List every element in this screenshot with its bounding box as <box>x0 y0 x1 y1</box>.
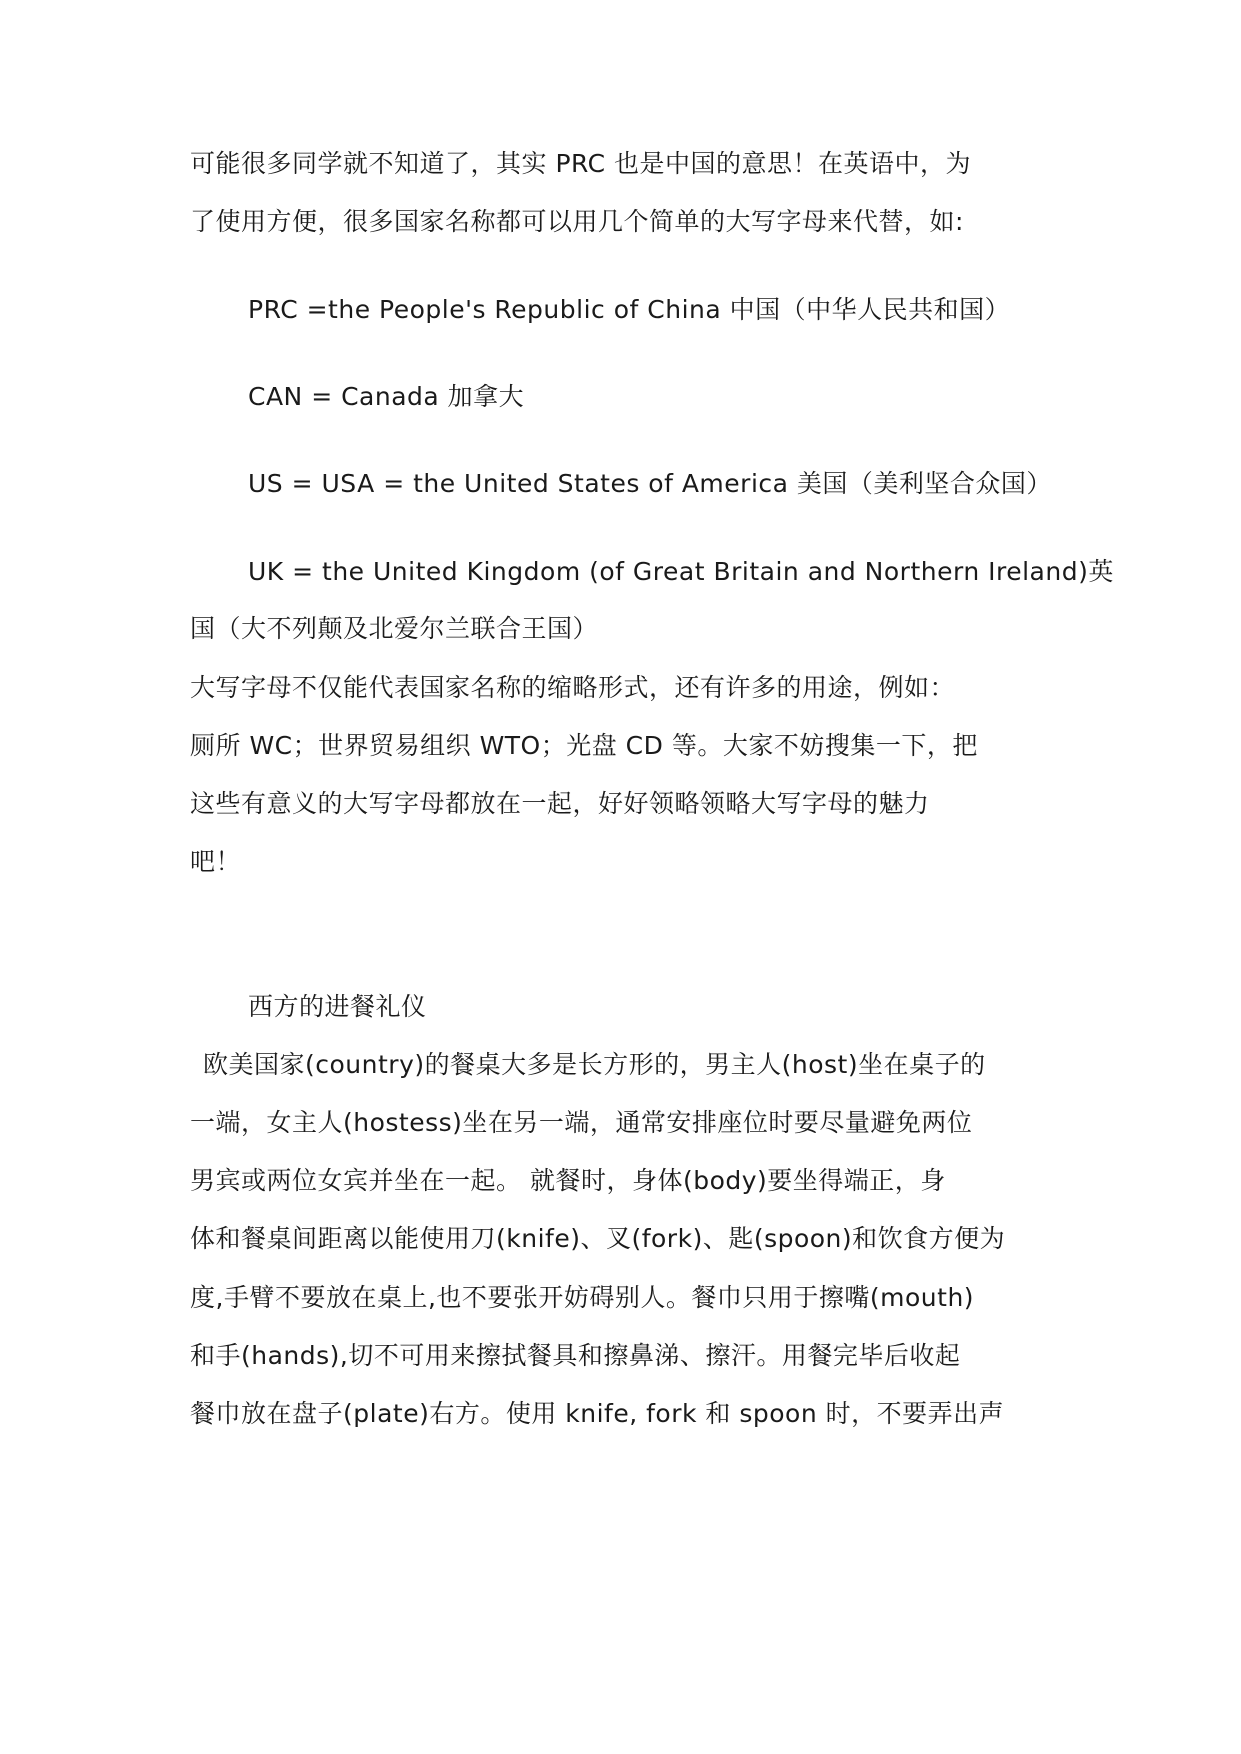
section-title: 西方的进餐礼仪 <box>248 992 427 1021</box>
abbr-prc: PRC =the People's Republic of China 中国（中华人民共和国） <box>248 295 1011 324</box>
abbr-uk: UK = the United Kingdom (of Great Britain and Northern Ireland)英 <box>248 557 1114 586</box>
abbr-can: CAN = Canada 加拿大 <box>248 382 525 411</box>
capital-line-2: 厕所 WC；世界贸易组织 WTO；光盘 CD 等。大家不妨搜集一下，把 <box>190 731 978 760</box>
capital-line-4: 吧！ <box>190 847 242 876</box>
capital-line-1: 大写字母不仅能代表国家名称的缩略形式，还有许多的用途，例如： <box>190 673 956 702</box>
etiquette-line-1: 欧美国家(country)的餐桌大多是长方形的，男主人(host)坐在桌子的 <box>203 1050 986 1079</box>
etiquette-line-6: 和手(hands),切不可用来擦拭餐具和擦鼻涕、擦汗。用餐完毕后收起 <box>190 1341 961 1370</box>
etiquette-line-7: 餐巾放在盘子(plate)右方。使用 knife, fork 和 spoon 时，不要弄出声 <box>190 1399 1005 1428</box>
intro-line-1: 可能很多同学就不知道了，其实 PRC 也是中国的意思！在英语中，为 <box>190 149 972 178</box>
intro-line-2: 了使用方便，很多国家名称都可以用几个简单的大写字母来代替，如: <box>190 207 964 236</box>
etiquette-line-4: 体和餐桌间距离以能使用刀(knife)、叉(fork)、匙(spoon)和饮食方便为 <box>190 1224 1006 1253</box>
abbr-us: US = USA = the United States of America 美国（美利坚合众国） <box>248 469 1052 498</box>
capital-line-3: 这些有意义的大写字母都放在一起，好好领略领略大写字母的魅力 <box>190 789 930 818</box>
etiquette-line-3: 男宾或两位女宾并坐在一起。 就餐时，身体(body)要坐得端正，身 <box>190 1166 946 1195</box>
abbr-uk-continued: 国（大不列颠及北爱尔兰联合王国） <box>190 614 599 643</box>
etiquette-line-5: 度,手臂不要放在桌上,也不要张开妨碍别人。餐巾只用于擦嘴(mouth) <box>190 1283 975 1312</box>
etiquette-line-2: 一端，女主人(hostess)坐在另一端，通常安排座位时要尽量避免两位 <box>190 1108 973 1137</box>
